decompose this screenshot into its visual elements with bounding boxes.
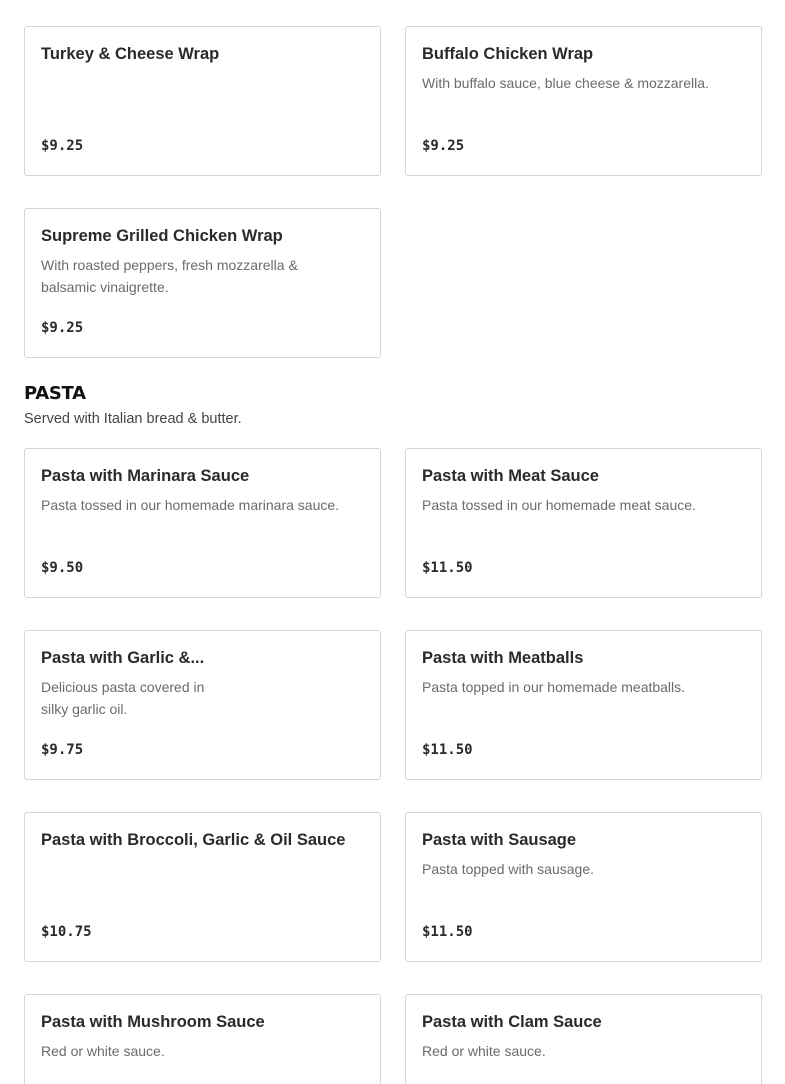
item-description: With buffalo sauce, blue cheese & mozzarella. <box>422 75 709 91</box>
item-name: Pasta with Broccoli, Garlic & Oil Sauce <box>41 831 346 849</box>
menu-item-card[interactable] <box>24 208 381 358</box>
item-name: Pasta with Garlic &... <box>41 649 205 667</box>
item-price: $9.25 <box>422 138 465 154</box>
item-description: Pasta topped in our homemade meatballs. <box>422 679 686 695</box>
item-description: Pasta topped with sausage. <box>422 861 595 877</box>
item-name: Pasta with Clam Sauce <box>422 1013 602 1031</box>
item-name: Buffalo Chicken Wrap <box>422 45 594 63</box>
menu-item-card[interactable] <box>24 812 381 962</box>
item-description: Delicious pasta covered in silky garlic oil. <box>41 679 205 717</box>
item-price: $11.50 <box>422 742 473 758</box>
item-name: Turkey & Cheese Wrap <box>41 45 220 63</box>
item-price: $11.50 <box>422 924 473 940</box>
menu-item-card[interactable] <box>24 630 381 780</box>
menu-item-card[interactable] <box>24 26 381 176</box>
section-title: PASTA <box>24 383 86 404</box>
item-description: With roasted peppers, fresh mozzarella & balsamic vinaigrette. <box>41 257 298 295</box>
item-price: $11.50 <box>422 560 473 576</box>
section-subtitle: Served with Italian bread & butter. <box>24 411 242 427</box>
item-name: Pasta with Mushroom Sauce <box>41 1013 265 1031</box>
item-price: $9.25 <box>41 320 84 336</box>
item-description: Red or white sauce. <box>41 1043 165 1059</box>
menu-item-card[interactable] <box>405 812 762 962</box>
menu-item-card[interactable] <box>24 994 381 1084</box>
item-name: Pasta with Meatballs <box>422 649 584 667</box>
item-description: Pasta tossed in our homemade marinara sauce. <box>41 497 340 513</box>
menu-item-card[interactable] <box>24 448 381 598</box>
menu-item-card[interactable] <box>405 630 762 780</box>
item-description: Pasta tossed in our homemade meat sauce. <box>422 497 696 513</box>
item-price: $9.75 <box>41 742 84 758</box>
item-name: Pasta with Marinara Sauce <box>41 467 250 485</box>
item-price: $9.50 <box>41 560 84 576</box>
item-name: Supreme Grilled Chicken Wrap <box>41 227 283 245</box>
item-price: $9.25 <box>41 138 84 154</box>
item-name: Pasta with Meat Sauce <box>422 467 599 485</box>
menu-item-card[interactable] <box>405 26 762 176</box>
menu-item-card[interactable] <box>405 448 762 598</box>
menu-item-card[interactable] <box>405 994 762 1084</box>
item-name: Pasta with Sausage <box>422 831 577 849</box>
item-price: $10.75 <box>41 924 92 940</box>
item-description: Red or white sauce. <box>422 1043 546 1059</box>
